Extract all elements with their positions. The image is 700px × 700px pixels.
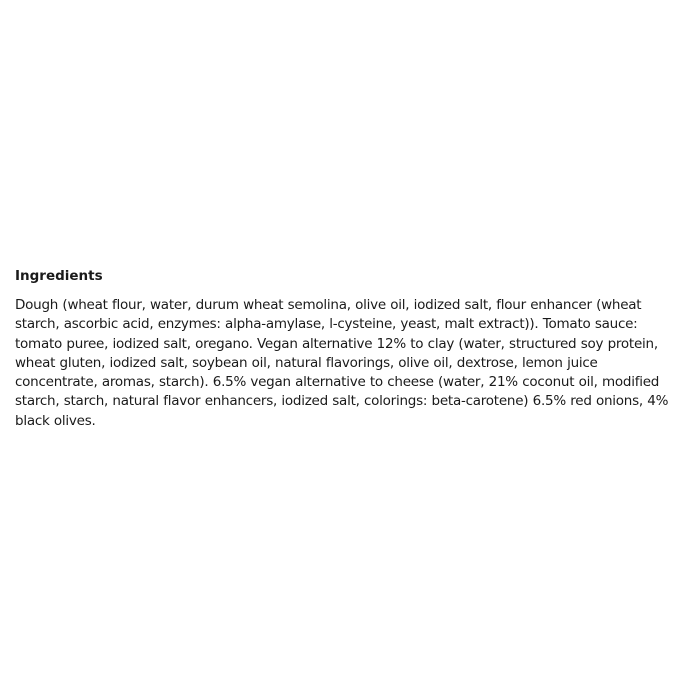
ingredients-line: tomato puree, iodized salt, oregano. Vegan alternative 12% to clay (water, structured soy protein, xyxy=(15,335,658,352)
ingredients-line: black olives. xyxy=(15,412,96,429)
ingredients-text xyxy=(15,296,687,431)
ingredients-line: starch, starch, natural flavor enhancers, iodized salt, colorings: beta-carotene) 6.5% red onions, 4% xyxy=(15,393,669,410)
ingredients-line: concentrate, aromas, starch). 6.5% vegan alternative to cheese (water, 21% coconut oil, modified xyxy=(15,374,660,391)
ingredients-line: wheat gluten, iodized salt, soybean oil, natural flavorings, olive oil, dextrose, lemon juice xyxy=(15,354,598,371)
ingredients-heading: Ingredients xyxy=(15,268,103,284)
ingredients-line: Dough (wheat flour, water, durum wheat semolina, olive oil, iodized salt, flour enhancer (wheat xyxy=(15,297,642,313)
ingredients-section xyxy=(15,267,687,431)
ingredients-line: starch, ascorbic acid, enzymes: alpha-amylase, l-cysteine, yeast, malt extract)). Tomato sauce: xyxy=(15,316,638,333)
